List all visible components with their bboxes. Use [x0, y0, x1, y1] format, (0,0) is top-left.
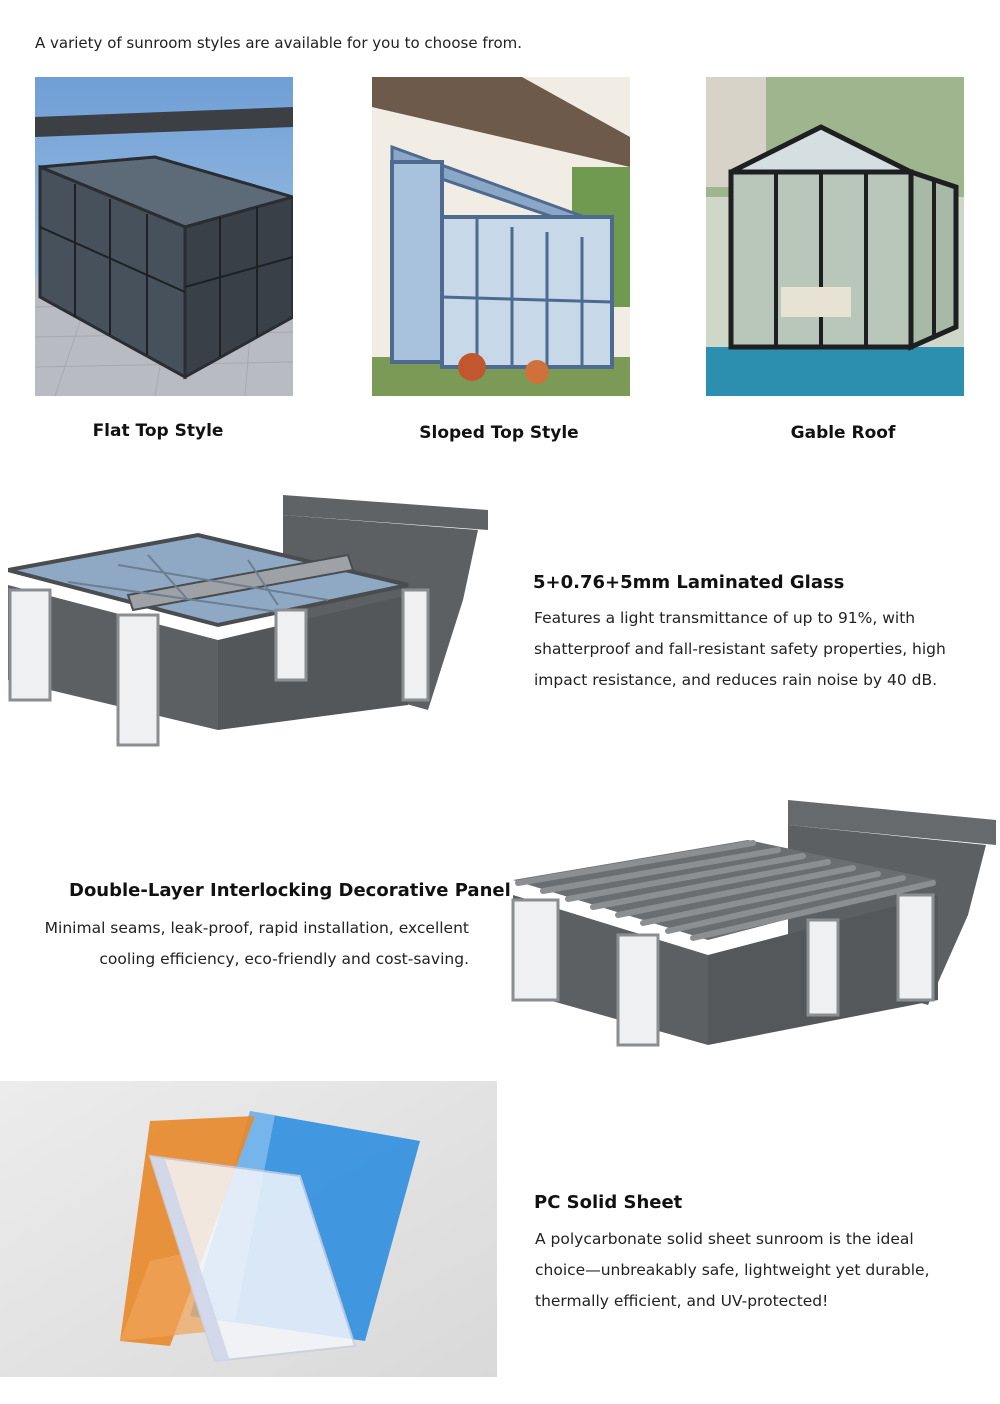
- feature-desc-pc-solid-sheet: [535, 1224, 975, 1317]
- gable-roof-sunroom-image: [706, 77, 964, 396]
- feature-desc-line: choice—unbreakably safe, lightweight yet durable,: [535, 1261, 930, 1279]
- flat-top-sunroom-image: [35, 77, 293, 396]
- laminated-glass-profile-image: [8, 490, 494, 752]
- pc-solid-sheet-image: [0, 1081, 497, 1377]
- intro-text: A variety of sunroom styles are available for you to choose from.: [35, 34, 523, 52]
- feature-title-decorative-panel: Double-Layer Interlocking Decorative Panel: [69, 880, 511, 901]
- feature-desc-line: impact resistance, and reduces rain noise by 40 dB.: [534, 671, 938, 689]
- feature-desc-line: Minimal seams, leak-proof, rapid installation, excellent: [44, 919, 469, 937]
- feature-desc-line: shatterproof and fall-resistant safety properties, high: [534, 640, 946, 658]
- feature-desc-laminated-glass: [534, 603, 974, 696]
- interlocking-panel-image: [508, 795, 998, 1055]
- style-label-sloped-top: Sloped Top Style: [419, 423, 579, 443]
- feature-desc-decorative-panel: [40, 913, 469, 975]
- feature-desc-line: Features a light transmittance of up to 91%, with: [534, 609, 916, 627]
- style-label-gable-roof: Gable Roof: [790, 423, 896, 443]
- feature-desc-line: A polycarbonate solid sheet sunroom is the ideal: [535, 1230, 914, 1248]
- style-label-flat-top: Flat Top Style: [92, 421, 224, 441]
- feature-title-laminated-glass: 5+0.76+5mm Laminated Glass: [533, 572, 845, 593]
- feature-desc-line: thermally efficient, and UV-protected!: [535, 1292, 829, 1310]
- feature-title-pc-solid-sheet: PC Solid Sheet: [534, 1192, 683, 1213]
- feature-desc-line: cooling efficiency, eco-friendly and cost-saving.: [99, 950, 469, 968]
- sloped-top-sunroom-image: [372, 77, 630, 396]
